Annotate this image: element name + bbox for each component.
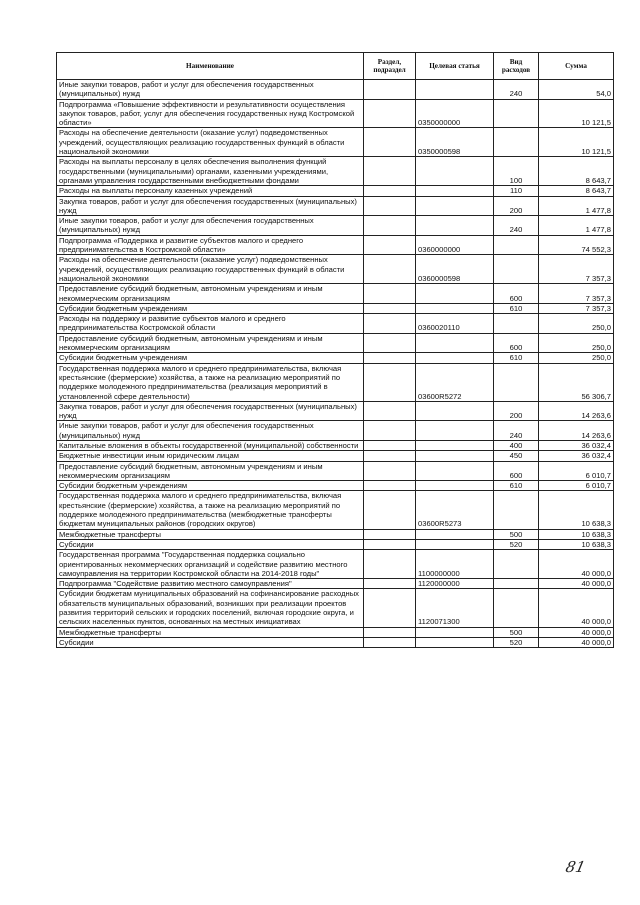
table-row [57, 589, 614, 627]
expense-type-cell: 520 [494, 539, 539, 549]
name-cell: Подпрограмма "Содействие развитию местного самоуправления" [57, 579, 364, 589]
expense-type-cell: 600 [494, 333, 539, 353]
target-article-cell [416, 440, 494, 450]
name-cell: Бюджетные инвестиции иным юридическим лицам [57, 451, 364, 461]
table-row [57, 303, 614, 313]
razdel-cell [364, 303, 416, 313]
expense-type-cell [494, 579, 539, 589]
table-row [57, 196, 614, 216]
razdel-cell [364, 579, 416, 589]
amount-cell: 74 552,3 [539, 235, 614, 255]
target-article-cell: 0360000000 [416, 235, 494, 255]
expense-type-cell [494, 491, 539, 529]
name-cell: Субсидии [57, 637, 364, 647]
razdel-cell [364, 314, 416, 334]
amount-cell: 7 357,3 [539, 255, 614, 284]
amount-cell: 10 638,3 [539, 539, 614, 549]
expense-type-cell: 600 [494, 461, 539, 481]
amount-cell: 36 032,4 [539, 451, 614, 461]
name-cell: Субсидии бюджетам муниципальных образований на софинансирование расходных обязательств муниципальных образований, возникших при реализации проектов развития территорий сельских и городских поселений, включая городские округа, и сельских населенных пунктов, основанных на местных инициативах [57, 589, 364, 627]
razdel-cell [364, 363, 416, 401]
expense-type-cell: 240 [494, 421, 539, 441]
target-article-cell: 0350000000 [416, 99, 494, 128]
amount-cell: 40 000,0 [539, 627, 614, 637]
table-row [57, 314, 614, 334]
table-row [57, 216, 614, 236]
name-cell: Закупка товаров, работ и услуг для обеспечения государственных (муниципальных) нужд [57, 196, 364, 216]
amount-cell: 40 000,0 [539, 550, 614, 579]
table-row [57, 481, 614, 491]
target-article-cell: 1120071300 [416, 589, 494, 627]
razdel-cell [364, 539, 416, 549]
expense-type-cell: 240 [494, 216, 539, 236]
razdel-cell [364, 353, 416, 363]
name-cell: Закупка товаров, работ и услуг для обеспечения государственных (муниципальных) нужд [57, 401, 364, 421]
expense-type-cell: 500 [494, 627, 539, 637]
expense-type-cell: 500 [494, 529, 539, 539]
target-article-cell: 03600R5272 [416, 363, 494, 401]
razdel-cell [364, 128, 416, 157]
name-cell: Предоставление субсидий бюджетным, автономным учреждениям и иным некоммерческим организациям [57, 461, 364, 481]
header-sum: Сумма [539, 53, 614, 80]
table-row [57, 440, 614, 450]
expense-type-cell [494, 363, 539, 401]
expense-type-cell: 200 [494, 401, 539, 421]
razdel-cell [364, 421, 416, 441]
table-row [57, 363, 614, 401]
header-razdel: Раздел, подраздел [364, 53, 416, 80]
target-article-cell [416, 333, 494, 353]
amount-cell: 10 638,3 [539, 491, 614, 529]
amount-cell: 40 000,0 [539, 589, 614, 627]
target-article-cell [416, 303, 494, 313]
target-article-cell [416, 637, 494, 647]
page-number: 81 [564, 858, 588, 876]
table-row [57, 255, 614, 284]
target-article-cell [416, 627, 494, 637]
target-article-cell [416, 401, 494, 421]
target-article-cell [416, 157, 494, 186]
target-article-cell [416, 451, 494, 461]
target-article-cell: 0360000598 [416, 255, 494, 284]
name-cell: Субсидии [57, 539, 364, 549]
name-cell: Подпрограмма «Повышение эффективности и результативности осуществления закупок товаров, работ, услуг для обеспечения государственных нужд Костромской области» [57, 99, 364, 128]
amount-cell: 6 010,7 [539, 461, 614, 481]
name-cell: Иные закупки товаров, работ и услуг для обеспечения государственных (муниципальных) нужд [57, 80, 364, 100]
table-row [57, 421, 614, 441]
table-row [57, 579, 614, 589]
table-row [57, 80, 614, 100]
table-row [57, 550, 614, 579]
amount-cell: 8 643,7 [539, 157, 614, 186]
name-cell: Расходы на обеспечение деятельности (оказание услуг) подведомственных учреждений, осуществляющих реализацию государственных функций в области национальной экономики [57, 128, 364, 157]
amount-cell: 7 357,3 [539, 284, 614, 304]
table-row [57, 235, 614, 255]
name-cell: Иные закупки товаров, работ и услуг для обеспечения государственных (муниципальных) нужд [57, 216, 364, 236]
razdel-cell [364, 637, 416, 647]
table-row [57, 333, 614, 353]
expense-type-cell [494, 99, 539, 128]
table-row [57, 353, 614, 363]
name-cell: Государственная поддержка малого и среднего предпринимательства, включая крестьянские (фермерские) хозяйства, а также на реализацию мероприятий по поддержке молодежного предпринимательства (межбюджетные трансферты бюджетам муниципальных районов (городских округов) [57, 491, 364, 529]
razdel-cell [364, 216, 416, 236]
target-article-cell [416, 186, 494, 196]
header-target: Целевая статья [416, 53, 494, 80]
target-article-cell: 1100000000 [416, 550, 494, 579]
expense-type-cell [494, 255, 539, 284]
target-article-cell: 03600R5273 [416, 491, 494, 529]
table-body [57, 80, 614, 648]
target-article-cell [416, 461, 494, 481]
name-cell: Расходы на поддержку и развитие субъектов малого и среднего предпринимательства Костромской области [57, 314, 364, 334]
expense-type-cell [494, 550, 539, 579]
razdel-cell [364, 157, 416, 186]
target-article-cell [416, 284, 494, 304]
name-cell: Расходы на выплаты персоналу в целях обеспечения выполнения функций государственными (муниципальными) органами, казенными учреждениями, органами управления государственными внебюджетными фондами [57, 157, 364, 186]
razdel-cell [364, 186, 416, 196]
razdel-cell [364, 401, 416, 421]
razdel-cell [364, 235, 416, 255]
target-article-cell [416, 481, 494, 491]
target-article-cell [416, 80, 494, 100]
expense-type-cell [494, 235, 539, 255]
amount-cell: 10 121,5 [539, 99, 614, 128]
expense-type-cell: 400 [494, 440, 539, 450]
razdel-cell [364, 333, 416, 353]
expense-type-cell [494, 589, 539, 627]
amount-cell: 7 357,3 [539, 303, 614, 313]
target-article-cell: 0350000598 [416, 128, 494, 157]
name-cell: Межбюджетные трансферты [57, 529, 364, 539]
expense-type-cell: 520 [494, 637, 539, 647]
name-cell: Государственная программа "Государственная поддержка социально ориентированных некоммерческих организаций и содействие развитию местного самоуправления на территории Костромской области на 2014-2018 годы" [57, 550, 364, 579]
razdel-cell [364, 440, 416, 450]
table-row [57, 529, 614, 539]
razdel-cell [364, 99, 416, 128]
amount-cell: 1 477,8 [539, 216, 614, 236]
amount-cell: 54,0 [539, 80, 614, 100]
amount-cell: 14 263,6 [539, 421, 614, 441]
expense-type-cell: 110 [494, 186, 539, 196]
name-cell: Межбюджетные трансферты [57, 627, 364, 637]
razdel-cell [364, 589, 416, 627]
name-cell: Субсидии бюджетным учреждениям [57, 353, 364, 363]
name-cell: Субсидии бюджетным учреждениям [57, 303, 364, 313]
amount-cell: 36 032,4 [539, 440, 614, 450]
amount-cell: 40 000,0 [539, 637, 614, 647]
table-row [57, 284, 614, 304]
amount-cell: 10 638,3 [539, 529, 614, 539]
razdel-cell [364, 481, 416, 491]
target-article-cell [416, 216, 494, 236]
table-row [57, 539, 614, 549]
name-cell: Государственная поддержка малого и среднего предпринимательства, включая крестьянские (фермерские) хозяйства, а также на реализацию мероприятий по поддержке молодежного предпринимательства (реализация мероприятий в установленной сфере деятельности) [57, 363, 364, 401]
expense-type-cell: 610 [494, 353, 539, 363]
table-header-row [57, 53, 614, 80]
expense-type-cell: 610 [494, 303, 539, 313]
target-article-cell [416, 529, 494, 539]
target-article-cell: 0360020110 [416, 314, 494, 334]
razdel-cell [364, 529, 416, 539]
amount-cell: 250,0 [539, 353, 614, 363]
expense-type-cell [494, 128, 539, 157]
amount-cell: 6 010,7 [539, 481, 614, 491]
table-row [57, 99, 614, 128]
amount-cell: 8 643,7 [539, 186, 614, 196]
expense-type-cell: 450 [494, 451, 539, 461]
amount-cell: 40 000,0 [539, 579, 614, 589]
razdel-cell [364, 284, 416, 304]
razdel-cell [364, 451, 416, 461]
table-row [57, 461, 614, 481]
target-article-cell [416, 353, 494, 363]
name-cell: Иные закупки товаров, работ и услуг для обеспечения государственных (муниципальных) нужд [57, 421, 364, 441]
razdel-cell [364, 491, 416, 529]
table-row [57, 637, 614, 647]
header-vid: Вид расходов [494, 53, 539, 80]
expense-type-cell: 600 [494, 284, 539, 304]
table-row [57, 157, 614, 186]
expense-type-cell: 200 [494, 196, 539, 216]
name-cell: Субсидии бюджетным учреждениям [57, 481, 364, 491]
table-row [57, 186, 614, 196]
expense-type-cell: 240 [494, 80, 539, 100]
razdel-cell [364, 196, 416, 216]
table-row [57, 128, 614, 157]
target-article-cell: 1120000000 [416, 579, 494, 589]
amount-cell: 56 306,7 [539, 363, 614, 401]
table-row [57, 491, 614, 529]
amount-cell: 250,0 [539, 333, 614, 353]
name-cell: Предоставление субсидий бюджетным, автономным учреждениям и иным некоммерческим организациям [57, 333, 364, 353]
table-row [57, 401, 614, 421]
table-row [57, 451, 614, 461]
amount-cell: 14 263,6 [539, 401, 614, 421]
target-article-cell [416, 196, 494, 216]
razdel-cell [364, 627, 416, 637]
expense-type-cell [494, 314, 539, 334]
expense-type-cell: 100 [494, 157, 539, 186]
header-name: Наименование [57, 53, 364, 80]
target-article-cell [416, 421, 494, 441]
name-cell: Расходы на выплаты персоналу казенных учреждений [57, 186, 364, 196]
razdel-cell [364, 255, 416, 284]
amount-cell: 10 121,5 [539, 128, 614, 157]
expense-type-cell: 610 [494, 481, 539, 491]
razdel-cell [364, 550, 416, 579]
amount-cell: 250,0 [539, 314, 614, 334]
razdel-cell [364, 461, 416, 481]
table-row [57, 627, 614, 637]
amount-cell: 1 477,8 [539, 196, 614, 216]
budget-table [56, 52, 614, 648]
razdel-cell [364, 80, 416, 100]
name-cell: Капитальные вложения в объекты государственной (муниципальной) собственности [57, 440, 364, 450]
name-cell: Расходы на обеспечение деятельности (оказание услуг) подведомственных учреждений, осуществляющих реализацию государственных функций в области национальной экономики [57, 255, 364, 284]
name-cell: Предоставление субсидий бюджетным, автономным учреждениям и иным некоммерческим организациям [57, 284, 364, 304]
target-article-cell [416, 539, 494, 549]
name-cell: Подпрограмма «Поддержка и развитие субъектов малого и среднего предпринимательства в Костромской области» [57, 235, 364, 255]
